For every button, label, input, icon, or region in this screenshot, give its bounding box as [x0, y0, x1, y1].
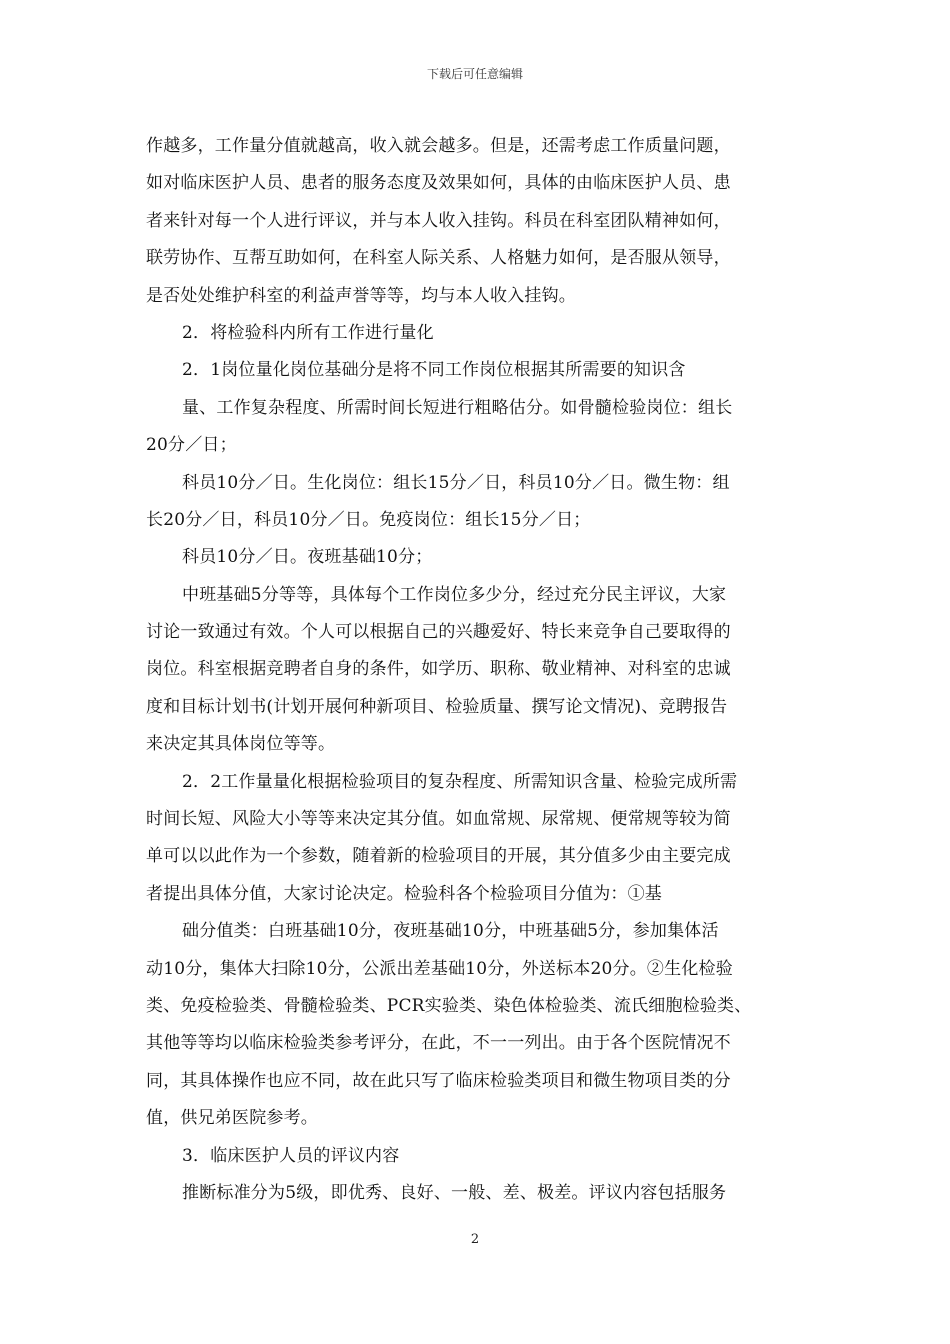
text-line: 科员10分／日。生化岗位：组长15分／日，科员10分／日。微生物：组 — [182, 472, 730, 493]
text-line: 者来针对每一个人进行评议，并与本人收入挂钩。科员在科室团队精神如何， — [146, 210, 731, 231]
text-line: 其他等等均以临床检验类参考评分，在此，不一一列出。由于各个医院情况不 — [146, 1033, 731, 1054]
text-line: 科员10分／日。夜班基础10分； — [182, 547, 433, 568]
text-line: 20分／日； — [146, 435, 237, 456]
text-line: 推断标准分为5级，即优秀、良好、一般、差、极差。评议内容包括服务 — [182, 1182, 727, 1203]
text-line: 度和目标计划书(计划开展何种新项目、检验质量、撰写论文情况)、竞聘报告 — [146, 696, 728, 717]
text-line: 岗位。科室根据竞聘者自身的条件，如学历、职称、敬业精神、对科室的忠诚 — [146, 659, 731, 680]
text-line: 是否处处维护科室的利益声誉等等，均与本人收入挂钩。 — [146, 285, 576, 306]
text-line: 量、工作复杂程度、所需时间长短进行粗略估分。如骨髓检验岗位：组长 — [182, 397, 733, 418]
text-line: 联劳协作、互帮互助如何，在科室人际关系、人格魅力如何，是否服从领导， — [146, 248, 731, 269]
text-line: 讨论一致通过有效。个人可以根据自己的兴趣爱好、特长来竞争自己要取得的 — [146, 622, 731, 643]
text-line: 中班基础5分等等，具体每个工作岗位多少分，经过充分民主评议，大家 — [182, 584, 727, 605]
document-body — [146, 128, 814, 1212]
text-line: 来决定其具体岗位等等。 — [146, 734, 336, 755]
text-line: 同，其具体操作也应不同，故在此只写了临床检验类项目和微生物项目类的分 — [146, 1070, 731, 1091]
text-line: 2．1岗位量化岗位基础分是将不同工作岗位根据其所需要的知识含 — [182, 360, 686, 381]
text-line: 单可以以此作为一个参数，随着新的检验项目的开展，其分值多少由主要完成 — [146, 846, 731, 867]
text-line: 时间长短、风险大小等等来决定其分值。如血常规、尿常规、便常规等较为简 — [146, 809, 731, 830]
text-line: 值，供兄弟医院参考。 — [146, 1108, 318, 1129]
text-line: 长20分／日，科员10分／日。免疫岗位：组长15分／日； — [146, 509, 591, 530]
page-header: 下载后可任意编辑 — [426, 67, 523, 81]
text-line: 础分值类：白班基础10分，夜班基础10分，中班基础5分，参加集体活 — [182, 921, 719, 942]
text-line: 作越多，工作量分值就越高，收入就会越多。但是，还需考虑工作质量问题， — [146, 136, 731, 156]
text-line: 2．将检验科内所有工作进行量化 — [182, 322, 434, 343]
text-line: 动10分，集体大扫除10分，公派出差基础10分，外送标本20分。②生化检验 — [146, 958, 733, 979]
text-line: 如对临床医护人员、患者的服务态度及效果如何，具体的由临床医护人员、患 — [146, 173, 731, 194]
text-line: 者提出具体分值，大家讨论决定。检验科各个检验项目分值为：①基 — [146, 883, 662, 904]
text-line: 2．2工作量量化根据检验项目的复杂程度、所需知识含量、检验完成所需 — [182, 771, 738, 792]
text-line: 类、免疫检验类、骨髓检验类、PCR实验类、染色体检验类、流氏细胞检验类、 — [146, 995, 752, 1016]
text-line: 3．临床医护人员的评议内容 — [182, 1145, 400, 1166]
page-number: 2 — [470, 1232, 480, 1247]
